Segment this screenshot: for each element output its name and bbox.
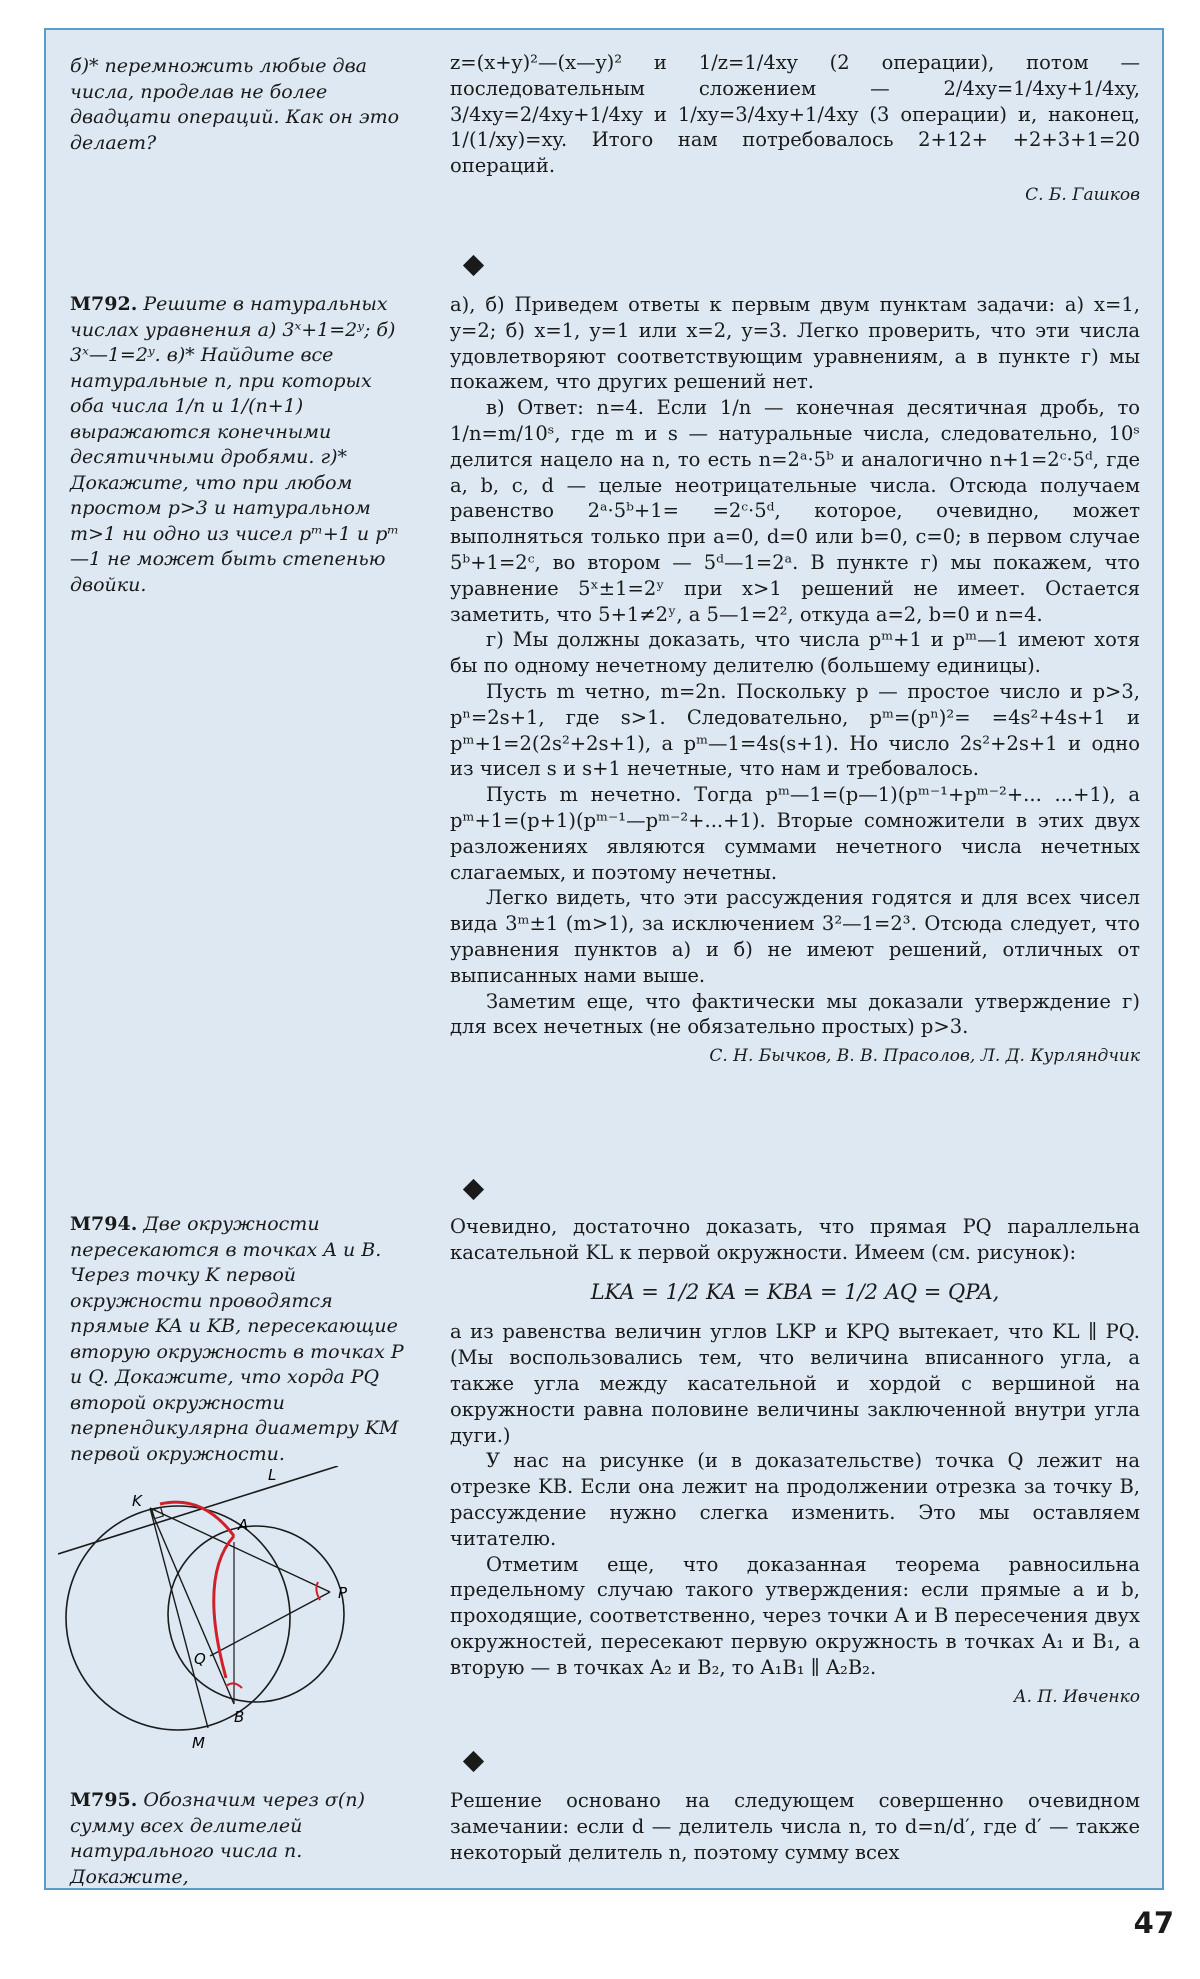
problem-number: M792. bbox=[70, 293, 138, 315]
solution-m792 bbox=[450, 292, 1140, 1070]
problem-number: M794. bbox=[70, 1213, 138, 1235]
separator-diamond-icon bbox=[463, 1179, 484, 1200]
paragraph: У нас на рисунке (и в доказательстве) точка Q лежит на отрезке KB. Если она лежит на продолжении отрезка за точку B, рассуждение нужно слегка изменить. Это мы оставляем читателю. bbox=[450, 1449, 1140, 1550]
geometry-figure bbox=[58, 1466, 408, 1786]
paragraph: Пусть m четно, m=2n. Поскольку p — простое число и p>3, pⁿ=2s+1, где s>1. Следовательно, pᵐ=(pⁿ)²= =4s²+4s+1 и pᵐ+1=2(2s²+2s+1), а pᵐ—1=4s(s+1). Но число 2s²+2s+1 и одно из чисел s и s+1 нечетные, что нам и требовалось. bbox=[450, 679, 1140, 781]
chord-pq bbox=[210, 1592, 330, 1656]
paragraph: в) Ответ: n=4. Если 1/n — конечная десятичная дробь, то 1/n=m/10ˢ, где m и s — натуральные числа, следовательно, 10ˢ делится нацело на n, то есть n=2ᵃ·5ᵇ и аналогично n+1=2ᶜ·5ᵈ, где a, b, c, d — целые неотрицательные числа. Отсюда получаем равенство 2ᵃ·5ᵇ+1= =2ᶜ·5ᵈ, которое, очевидно, может выполняться только при a=0, d=0 или b=0, c=0; в первом случае 5ᵇ+1=2ᶜ, во втором — 5ᵈ—1=2ᵃ. В пункте г) мы покажем, что уравнение 5ˣ±1=2ʸ при x>1 решений не имеет. Остается заметить, что 5+1≠2ʸ, а 5—1=2², откуда a=2, b=0 и n=4. bbox=[450, 396, 1140, 626]
separator-diamond-icon bbox=[463, 255, 484, 276]
point-label-p: P bbox=[338, 1584, 348, 1602]
paragraph: Легко видеть, что эти рассуждения годятся и для всех чисел вида 3ᵐ±1 (m>1), за исключением 3²—1=2³. Отсюда следует, что уравнения пунктов а) и б) не имеют решений, отличных от выписанных нами выше. bbox=[450, 886, 1140, 987]
solution-m794 bbox=[450, 1214, 1140, 1710]
arc-aq bbox=[214, 1536, 234, 1678]
paragraph: г) Мы должны доказать, что числа pᵐ+1 и pᵐ—1 имеют хотя бы по одному нечетному делителю (большему единицы). bbox=[450, 628, 1140, 678]
first-circle bbox=[66, 1506, 290, 1730]
problem-m794 bbox=[70, 1212, 410, 1467]
solution-continued bbox=[450, 50, 1140, 209]
page-panel bbox=[44, 28, 1164, 1890]
paragraph: Решение основано на следующем совершенно очевидном замечании: если d — делитель числа n, то d=n/d′, где d′ — также некоторый делитель n, поэтому сумму всех bbox=[450, 1789, 1140, 1864]
solution-m795 bbox=[450, 1788, 1140, 1865]
problem-text-continued: б)* перемножить любые два числа, проделав не более двадцати операций. Как он это делает? bbox=[70, 55, 400, 154]
paragraph: z=(x+y)²—(x—y)² и 1/z=1/4xy (2 операции), потом — последовательным сложением — 2/4xy=1/4xy+1/4xy, 3/4xy=2/4xy+1/4xy и 1/xy=3/4xy+1/4xy (3 операции) и, наконец, 1/(1/xy)=xy. Итого нам потребовалось 2+12+ +2+3+1=20 операций. bbox=[450, 51, 1140, 178]
point-label-m: M bbox=[192, 1734, 205, 1752]
paragraph: Очевидно, достаточно доказать, что прямая PQ параллельна касательной KL к первой окружности. Имеем (см. рисунок): bbox=[450, 1215, 1140, 1264]
separator-diamond-icon bbox=[463, 1751, 484, 1772]
problem-m795 bbox=[70, 1788, 410, 1890]
problem-statement: Решите в натуральных числах уравнения а) 3ˣ+1=2ʸ; б) 3ˣ—1=2ʸ. в)* Найдите все натуральные n, при которых оба числа 1/n и 1/(n+1) выражаются конечными десятичными дробями. г)* Докажите, что при любом простом p>3 и натуральном m>1 ни одно из чисел pᵐ+1 и pᵐ—1 не может быть степенью двойки. bbox=[70, 293, 400, 596]
author-signature: С. Б. Гашков bbox=[1025, 184, 1140, 205]
author-signature: С. Н. Бычков, В. В. Прасолов, Л. Д. Курляндчик bbox=[709, 1046, 1140, 1067]
paragraph: Отметим еще, что доказанная теорема равносильна предельному случаю такого утверждения: если прямые a и b, проходящие, соответственно, через точки A и B пересечения двух окружностей, пересекают первую окружность в точках A₁ и B₁, а вторую — в точках A₂ и B₂, то A₁B₁ ∥ A₂B₂. bbox=[450, 1552, 1140, 1679]
angle-formula: LKA = 1/2 KA = KBA = 1/2 AQ = QPA, bbox=[590, 1279, 1000, 1304]
paragraph: Заметим еще, что фактически мы доказали утверждение г) для всех нечетных (не обязательно простых) p>3. bbox=[450, 989, 1140, 1039]
tangent-line-kl bbox=[58, 1466, 338, 1554]
problem-statement: Две окружности пересекаются в точках A и B. Через точку K первой окружности проводятся прямые KA и KB, пересекающие вторую окружность в точках P и Q. Докажите, что хорда PQ второй окружности перпендикулярна диаметру KM первой окружности. bbox=[70, 1213, 404, 1465]
problem-number: M795. bbox=[70, 1789, 138, 1811]
paragraph: Пусть m нечетно. Тогда pᵐ—1=(p—1)(pᵐ⁻¹+pᵐ⁻²+... ...+1), а pᵐ+1=(p+1)(pᵐ⁻¹—pᵐ⁻²+...+1). Вторые сомножители в этих двух разложениях являются суммами нечетного числа нечетных слагаемых, и поэтому нечетны. bbox=[450, 783, 1140, 884]
point-label-k: K bbox=[132, 1492, 142, 1510]
angle-mark-p bbox=[316, 1582, 320, 1600]
point-label-q: Q bbox=[194, 1650, 206, 1668]
diameter-km bbox=[150, 1508, 208, 1728]
point-label-b: B bbox=[234, 1708, 245, 1726]
point-label-a: A bbox=[238, 1516, 249, 1534]
author-signature: А. П. Ивченко bbox=[1013, 1686, 1140, 1707]
problem-statement: Обозначим через σ(n) сумму всех делителей натурального числа n. Докажите, bbox=[70, 1789, 365, 1888]
problem-m792 bbox=[70, 292, 410, 598]
point-label-l: L bbox=[268, 1466, 277, 1484]
paragraph: а), б) Приведем ответы к первым двум пунктам задачи: а) x=1, y=2; б) x=1, y=1 или x=2, y=3. Легко проверить, что эти числа удовлетворяют соответствующим уравнениям, а в пункте г) мы покажем, что других решений нет. bbox=[450, 293, 1140, 394]
page-number: 47 bbox=[1133, 1906, 1174, 1940]
paragraph: а из равенства величин углов LKP и KPQ вытекает, что KL ∥ PQ. (Мы воспользовались тем, что величина вписанного угла, а также угла между касательной и хордой с вершиной на окружности равна половине величины заключенной внутри угла дуги.) bbox=[450, 1320, 1140, 1447]
